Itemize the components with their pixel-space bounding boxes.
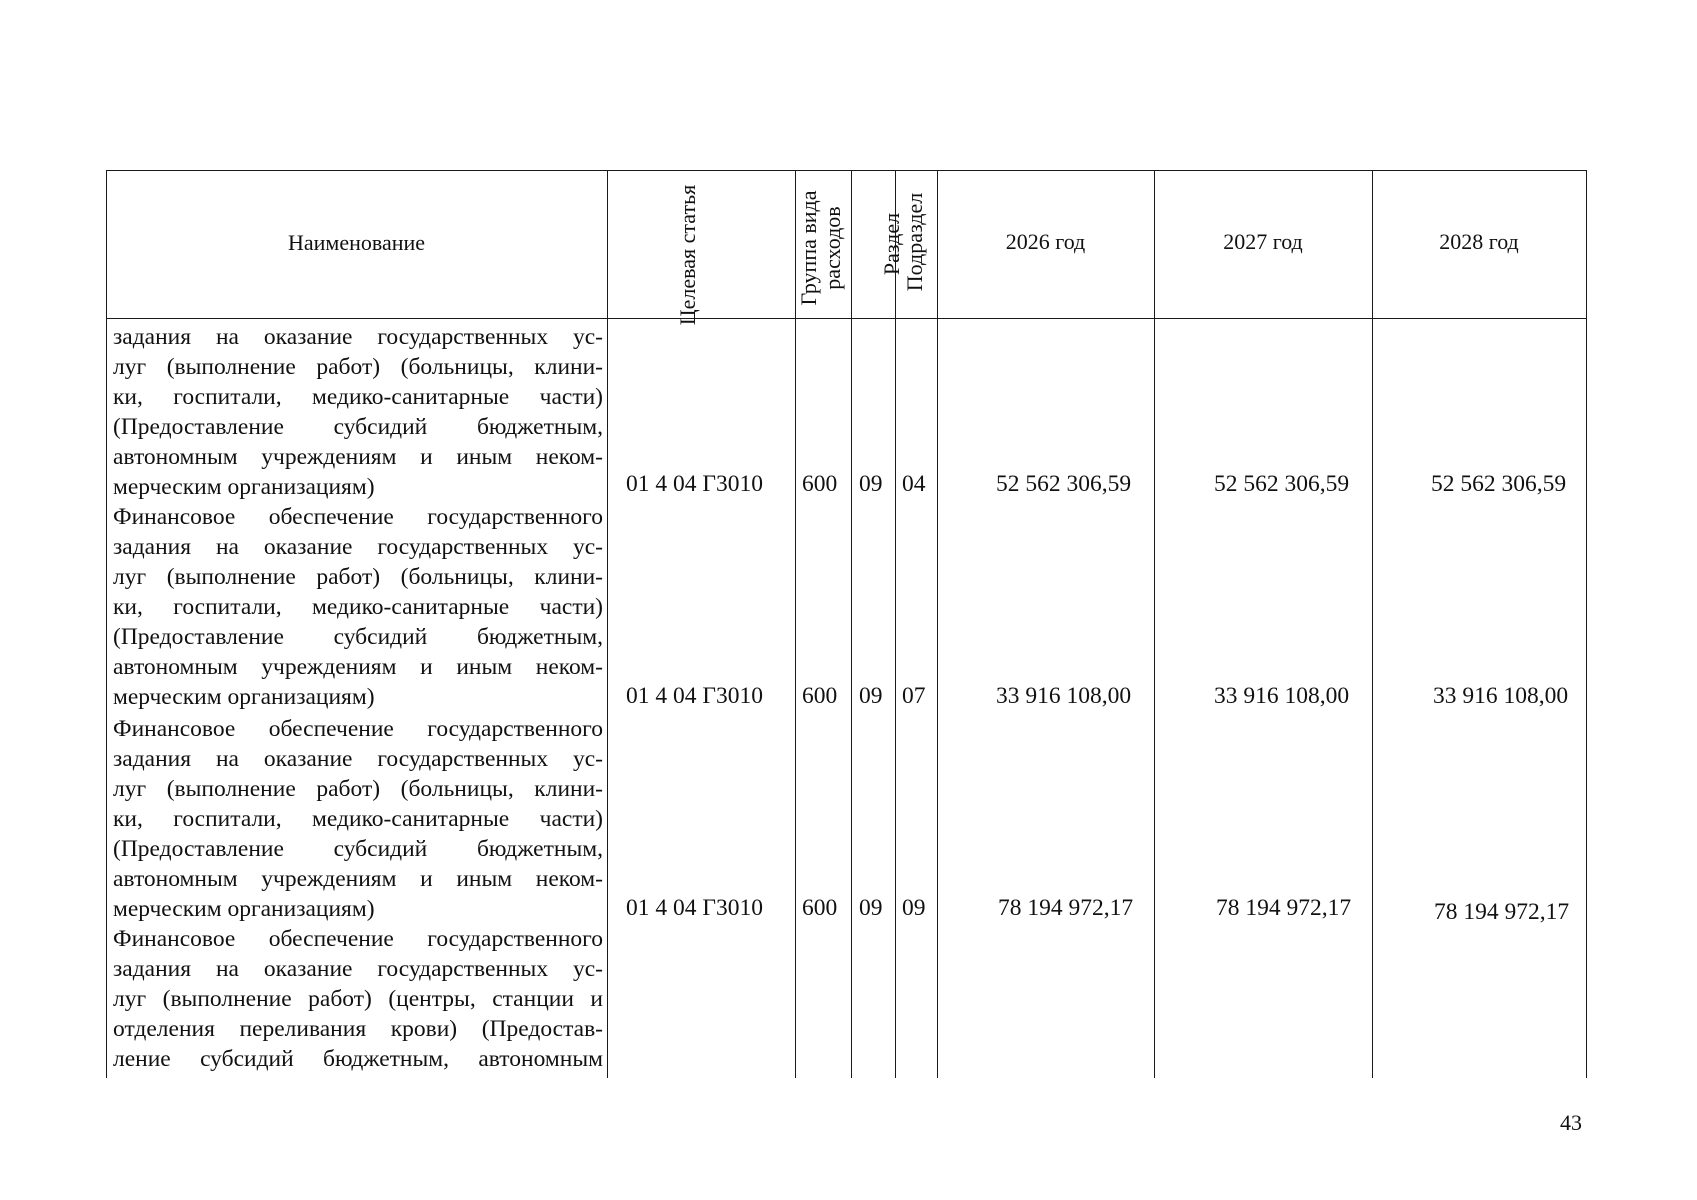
header-year-2028: 2028 год bbox=[1439, 229, 1519, 254]
col-border-target bbox=[795, 170, 796, 1078]
row-name bbox=[113, 714, 603, 924]
header-name: Наименование bbox=[287, 230, 426, 255]
header-section: Раздел bbox=[879, 212, 904, 276]
row-subsection: 09 bbox=[902, 895, 926, 921]
row-name-line: ки, госпитали, медико-санитарные части) bbox=[113, 384, 603, 410]
row-name bbox=[113, 322, 603, 502]
row-name-line: задания на оказание государственных ус- bbox=[113, 956, 603, 982]
row-name-line: (Предоставление субсидий бюджетным, bbox=[113, 414, 603, 440]
row-name-line: ки, госпитали, медико-санитарные части) bbox=[113, 806, 603, 832]
page-number: 43 bbox=[1560, 1110, 1582, 1135]
row-subsection: 07 bbox=[902, 683, 926, 709]
row-target-article: 01 4 04 Г3010 bbox=[626, 895, 763, 921]
row-value-2027: 33 916 108,00 bbox=[1214, 683, 1350, 709]
row-name-line: ление субсидий бюджетным, автономным bbox=[113, 1046, 603, 1072]
row-name-line: луг (выполнение работ) (больницы, клини- bbox=[113, 354, 603, 380]
row-value-2028: 52 562 306,59 bbox=[1431, 471, 1567, 497]
row-name-line: Финансовое обеспечение государственного bbox=[113, 926, 603, 952]
header-target-article bbox=[676, 175, 726, 335]
row-subsection: 04 bbox=[902, 471, 926, 497]
row-name bbox=[113, 502, 603, 712]
row-name-line: ки, госпитали, медико-санитарные части) bbox=[113, 594, 603, 620]
row-section: 09 bbox=[859, 471, 883, 497]
col-border-name bbox=[607, 170, 608, 1078]
row-name-line: Финансовое обеспечение государственного bbox=[113, 716, 603, 742]
row-name-line: (Предоставление субсидий бюджетным, bbox=[113, 624, 603, 650]
row-value-2027: 78 194 972,17 bbox=[1216, 895, 1352, 921]
row-name-line: луг (выполнение работ) (больницы, клини- bbox=[113, 564, 603, 590]
row-expense-group: 600 bbox=[802, 471, 838, 497]
row-name-line: отделения переливания крови) (Предостав- bbox=[113, 1016, 603, 1042]
row-name-line: задания на оказание государственных ус- bbox=[113, 324, 603, 350]
row-value-2027: 52 562 306,59 bbox=[1214, 471, 1350, 497]
row-expense-group: 600 bbox=[802, 683, 838, 709]
col-border-subsection bbox=[937, 170, 938, 1078]
col-border-section bbox=[895, 170, 896, 1078]
row-section: 09 bbox=[859, 895, 883, 921]
row-name-line: автономным учреждениям и иным неком- bbox=[113, 654, 603, 680]
row-value-2028: 33 916 108,00 bbox=[1433, 683, 1569, 709]
header-expense-group bbox=[797, 169, 849, 327]
header-expense-group-text: Группа вида расходов bbox=[796, 190, 845, 306]
header-year-2027: 2027 год bbox=[1223, 229, 1303, 254]
row-name-line: задания на оказание государственных ус- bbox=[113, 746, 603, 772]
col-border-group bbox=[851, 170, 852, 1078]
row-name-line: мерческим организациям) bbox=[113, 896, 375, 922]
row-name-line: Финансовое обеспечение государственного bbox=[113, 504, 603, 530]
header-subsection: Подраздел bbox=[902, 192, 927, 292]
row-name-line: задания на оказание государственных ус- bbox=[113, 534, 603, 560]
row-name-line: автономным учреждениям и иным неком- bbox=[113, 444, 603, 470]
header-year-2026: 2026 год bbox=[1005, 229, 1086, 254]
row-value-2026: 78 194 972,17 bbox=[998, 895, 1134, 921]
col-border-2026 bbox=[1154, 170, 1155, 1078]
row-target-article: 01 4 04 Г3010 bbox=[626, 683, 763, 709]
row-target-article: 01 4 04 Г3010 bbox=[626, 471, 763, 497]
row-name-line: луг (выполнение работ) (больницы, клини- bbox=[113, 776, 603, 802]
header-target-article-text: Целевая статья bbox=[675, 184, 700, 326]
row-section: 09 bbox=[859, 683, 883, 709]
col-border-2027 bbox=[1372, 170, 1373, 1078]
row-expense-group: 600 bbox=[802, 895, 838, 921]
row-name-line: (Предоставление субсидий бюджетным, bbox=[113, 836, 603, 862]
row-value-2026: 33 916 108,00 bbox=[996, 683, 1132, 709]
row-name-line: мерческим организациям) bbox=[113, 684, 375, 710]
row-name-line: мерческим организациям) bbox=[113, 474, 375, 500]
col-border-right bbox=[1586, 170, 1587, 1078]
row-name bbox=[113, 924, 603, 1074]
row-value-2028: 78 194 972,17 bbox=[1434, 899, 1570, 925]
row-name-line: автономным учреждениям и иным неком- bbox=[113, 866, 603, 892]
row-name-line: луг (выполнение работ) (центры, станции и bbox=[113, 986, 603, 1012]
row-value-2026: 52 562 306,59 bbox=[996, 471, 1132, 497]
col-border-left bbox=[106, 170, 107, 1078]
